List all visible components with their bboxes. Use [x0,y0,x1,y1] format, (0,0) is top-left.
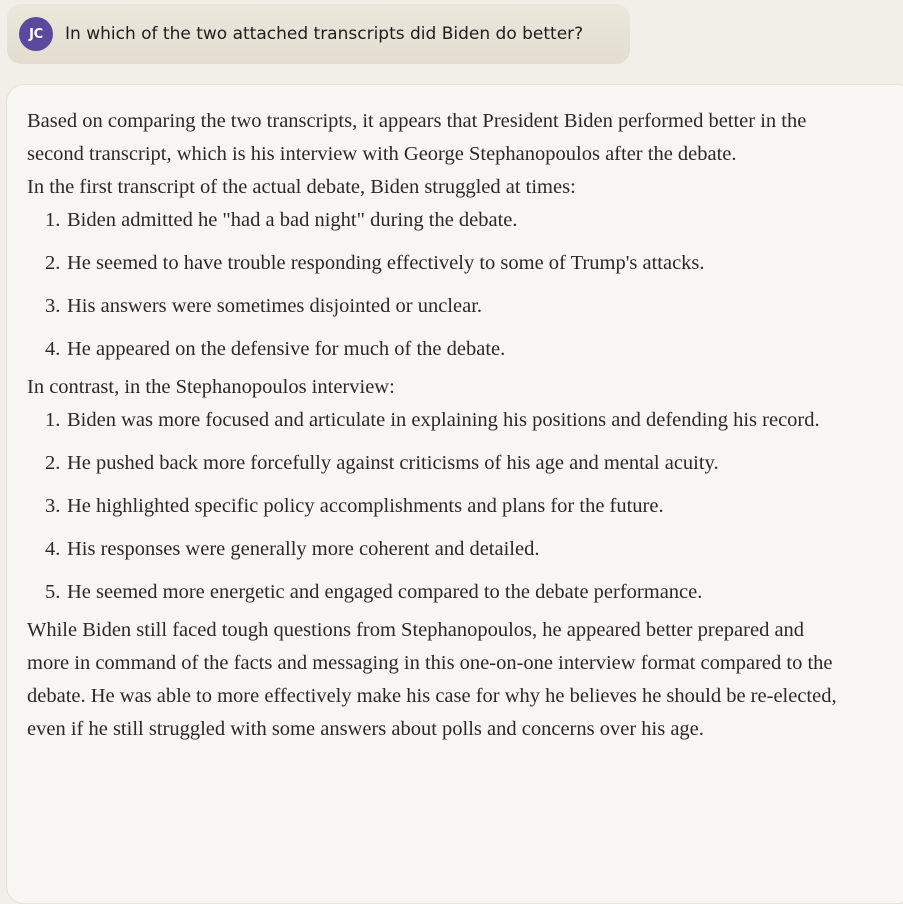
list-item [27,247,837,280]
list-item [27,204,837,237]
interview-heading: In contrast, in the Stephanopoulos interview: [27,376,395,398]
list-item [27,490,837,523]
list-item [27,447,837,480]
user-message-text: In which of the two attached transcripts did Biden do better? [65,24,584,44]
list-number: 1. [45,409,61,431]
list-item-text: He pushed back more forcefully against criticisms of his age and mental acuity. [67,452,719,474]
list-number: 4. [45,538,61,560]
list-number: 4. [45,338,61,360]
list-number: 3. [45,295,61,317]
debate-heading: In the first transcript of the actual debate, Biden struggled at times: [27,176,576,198]
list-item [27,404,837,437]
interview-points-list [27,404,903,609]
list-number: 3. [45,495,61,517]
list-item-text: He appeared on the defensive for much of the debate. [67,338,506,360]
list-item-text: He seemed to have trouble responding effectively to some of Trump's attacks. [67,252,705,274]
list-item-text: His responses were generally more coherent and detailed. [67,538,540,560]
list-item-text: He seemed more energetic and engaged compared to the debate performance. [67,581,703,603]
list-item-text: He highlighted specific policy accomplishments and plans for the future. [67,495,664,517]
list-item [27,533,837,566]
list-item-text: His answers were sometimes disjointed or unclear. [67,295,483,317]
user-avatar[interactable]: JC [19,17,53,51]
response-conclusion: While Biden still faced tough questions from Stephanopoulos, he appeared better prepared and more in command of the facts and messaging in this one-on-one interview format compared to the debate. He was able to more effectively make his case for why he believes he should be re-elected, even if he still struggled with some answers about polls and concerns over his age. [27,619,837,740]
list-item-text: Biden admitted he "had a bad night" during the debate. [67,209,518,231]
list-number: 2. [45,252,61,274]
response-intro: Based on comparing the two transcripts, it appears that President Biden performed better in the second transcript, which is his interview with George Stephanopoulos after the debate. [27,110,807,165]
list-item [27,333,837,366]
debate-points-list [27,204,903,366]
user-message-bubble [7,4,630,64]
list-item [27,576,837,609]
list-item [27,290,837,323]
assistant-response [6,84,903,904]
list-number: 5. [45,581,61,603]
list-number: 1. [45,209,61,231]
list-number: 2. [45,452,61,474]
list-item-text: Biden was more focused and articulate in explaining his positions and defending his record. [67,409,820,431]
